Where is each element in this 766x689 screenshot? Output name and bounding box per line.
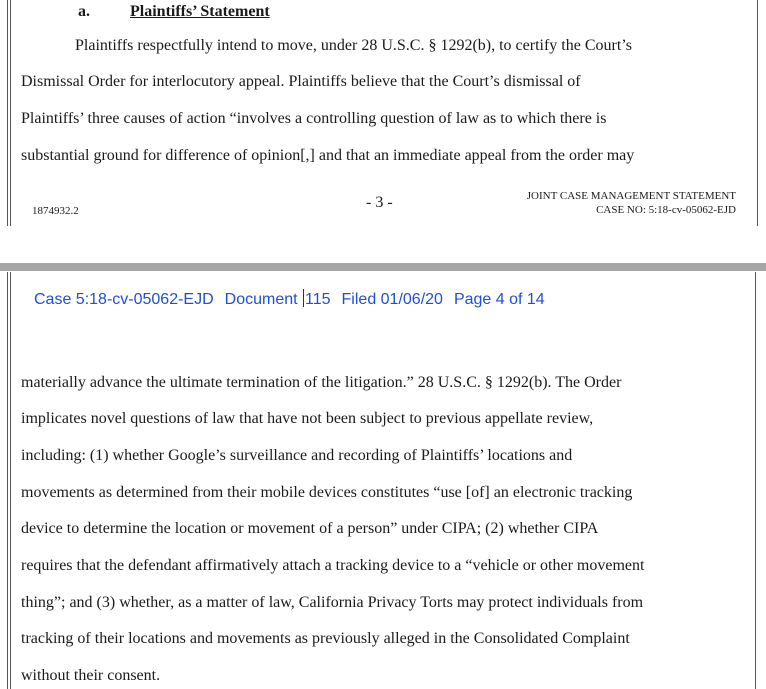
text-line: Plaintiffs’ three causes of action “involves a controlling question of law as to which there is [21,110,607,127]
page-separator [0,226,766,272]
text-line: materially advance the ultimate termination of the litigation.” 28 U.S.C. § 1292(b). The Order [21,374,622,391]
section-heading: Plaintiffs’ Statement [130,3,270,20]
footer-document-id: 1874932.2 [32,205,79,217]
stamp-page-count: Page 4 of 14 [453,291,545,308]
text-line: tracking of their locations and movements as previously alleged in the Consolidated Complaint [21,630,630,647]
right-margin-rule [757,0,758,226]
right-margin-rule [755,272,756,689]
text-line: thing”; and (3) whether, as a matter of law, California Privacy Torts may protect individuals from [21,594,644,611]
footer-title: JOINT CASE MANAGEMENT STATEMENT [526,190,736,202]
text-line: including: (1) whether Google’s surveillance and recording of Plaintiffs’ locations and [21,447,573,464]
left-margin-rule [7,272,8,689]
ecf-header-stamp [34,289,556,309]
text-line: Dismissal Order for interlocutory appeal. Plaintiffs believe that the Court’s dismissal of [21,73,581,90]
text-line: Plaintiffs respectfully intend to move, under 28 U.S.C. § 1292(b), to certify the Court’s [75,37,632,54]
text-line: substantial ground for difference of opinion[,] and that an immediate appeal from the order may [21,147,635,164]
page-gap-bar [0,263,766,271]
text-line: without their consent. [21,667,161,684]
stamp-document: Document 115 [224,291,331,308]
footer-caption [527,189,736,217]
left-margin-rule [7,0,8,226]
text-line: movements as determined from their mobile devices constitutes “use [of] an electronic tracking [21,484,633,501]
document-page-4 [0,272,766,689]
left-margin-rule-inner [10,272,11,689]
text-line: implicates novel questions of law that have not been subject to previous appellate review, [21,410,594,427]
stamp-filed-date: Filed 01/06/20 [341,291,443,308]
footer-case-number: CASE NO: 5:18-cv-05062-EJD [596,204,736,216]
text-line: requires that the defendant affirmatively attach a tracking device to a “vehicle or other movement [21,557,645,574]
section-letter: a. [78,3,90,20]
page-number: - 3 - [366,194,393,211]
text-cursor [303,289,304,307]
left-margin-rule-inner [10,0,11,226]
text-line: device to determine the location or movement of a person” under CIPA; (2) whether CIPA [21,520,599,537]
document-page-3 [0,0,766,226]
stamp-case-number: Case 5:18-cv-05062-EJD [34,291,214,308]
